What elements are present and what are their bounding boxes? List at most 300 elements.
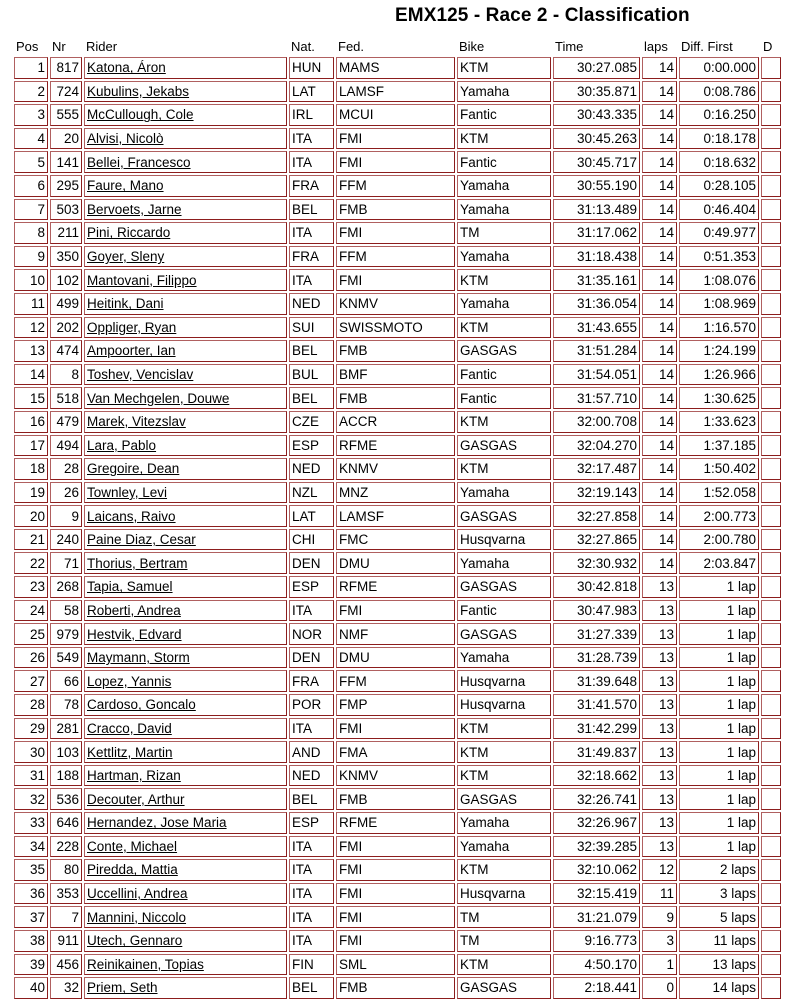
- cell-nat: LAT: [289, 81, 334, 103]
- cell-time: 30:55.190: [553, 175, 640, 197]
- cell-nat: NED: [289, 765, 334, 787]
- cell-laps: 14: [642, 151, 677, 173]
- cell-bike: TM: [457, 930, 551, 952]
- cell-diff-first: 0:28.105: [679, 175, 759, 197]
- cell-fed: FMI: [336, 151, 455, 173]
- cell-diff-first: 0:51.353: [679, 246, 759, 268]
- rider-link[interactable]: Pini, Riccardo: [87, 225, 171, 241]
- rider-link[interactable]: Cracco, David: [87, 720, 172, 736]
- cell-fed: FMB: [336, 977, 455, 999]
- cell-time: 32:27.865: [553, 529, 640, 551]
- rider-link[interactable]: Bervoets, Jarne: [87, 201, 182, 217]
- cell-pos: 31: [14, 765, 48, 787]
- rider-link[interactable]: Lara, Pablo: [87, 437, 157, 453]
- rider-link[interactable]: Oppliger, Ryan: [87, 319, 177, 335]
- cell-time: 31:17.062: [553, 222, 640, 244]
- cell-rider[interactable]: [84, 293, 287, 315]
- cell-nat: POR: [289, 694, 334, 716]
- cell-nr: 494: [50, 435, 82, 457]
- rider-link[interactable]: Kubulins, Jekabs: [87, 83, 190, 99]
- cell-fed: DMU: [336, 552, 455, 574]
- cell-d: [761, 364, 781, 386]
- cell-pos: 34: [14, 836, 48, 858]
- cell-d: [761, 151, 781, 173]
- cell-nr: 240: [50, 529, 82, 551]
- cell-rider[interactable]: [84, 246, 287, 268]
- table-row: [14, 317, 781, 339]
- cell-d: [761, 458, 781, 480]
- cell-fed: KNMV: [336, 293, 455, 315]
- cell-nr: 549: [50, 647, 82, 669]
- cell-fed: RFME: [336, 576, 455, 598]
- cell-diff-first: 2:03.847: [679, 552, 759, 574]
- table-row: [14, 954, 781, 976]
- rider-link[interactable]: Alvisi, Nicolò: [87, 131, 164, 147]
- cell-time: 30:43.335: [553, 104, 640, 126]
- rider-link[interactable]: Marek, Vitezslav: [87, 414, 186, 430]
- rider-link[interactable]: Townley, Levi: [87, 484, 168, 500]
- cell-nr: 295: [50, 175, 82, 197]
- cell-rider[interactable]: [84, 269, 287, 291]
- cell-rider[interactable]: [84, 175, 287, 197]
- table-row: [14, 812, 781, 834]
- table-row: [14, 57, 781, 79]
- cell-nat: ITA: [289, 859, 334, 881]
- cell-time: 30:35.871: [553, 81, 640, 103]
- cell-fed: MAMS: [336, 57, 455, 79]
- cell-bike: Fantic: [457, 104, 551, 126]
- cell-rider[interactable]: [84, 812, 287, 834]
- cell-pos: 13: [14, 340, 48, 362]
- cell-pos: 3: [14, 104, 48, 126]
- cell-d: [761, 812, 781, 834]
- cell-fed: KNMV: [336, 765, 455, 787]
- cell-nr: 188: [50, 765, 82, 787]
- cell-pos: 7: [14, 199, 48, 221]
- cell-time: 30:42.818: [553, 576, 640, 598]
- cell-d: [761, 694, 781, 716]
- table-row: [14, 364, 781, 386]
- cell-laps: 13: [642, 788, 677, 810]
- cell-rider[interactable]: [84, 387, 287, 409]
- cell-nr: 103: [50, 741, 82, 763]
- cell-pos: 27: [14, 670, 48, 692]
- cell-time: 32:27.858: [553, 505, 640, 527]
- cell-diff-first: 0:16.250: [679, 104, 759, 126]
- table-row: [14, 647, 781, 669]
- rider-link[interactable]: Thorius, Bertram: [87, 555, 188, 571]
- cell-time: 30:45.263: [553, 128, 640, 150]
- cell-laps: 14: [642, 175, 677, 197]
- cell-d: [761, 623, 781, 645]
- cell-laps: 13: [642, 812, 677, 834]
- cell-rider[interactable]: [84, 199, 287, 221]
- cell-fed: RFME: [336, 812, 455, 834]
- cell-pos: 32: [14, 788, 48, 810]
- cell-diff-first: 1:24.199: [679, 340, 759, 362]
- rider-link[interactable]: Faure, Mano: [87, 178, 164, 194]
- table-row: [14, 128, 781, 150]
- cell-pos: 30: [14, 741, 48, 763]
- cell-fed: FMB: [336, 340, 455, 362]
- cell-bike: Yamaha: [457, 552, 551, 574]
- table-row: [14, 340, 781, 362]
- cell-rider[interactable]: [84, 600, 287, 622]
- cell-laps: 13: [642, 623, 677, 645]
- cell-laps: 14: [642, 435, 677, 457]
- rider-link[interactable]: Katona, Áron: [87, 60, 166, 76]
- cell-nat: FRA: [289, 246, 334, 268]
- cell-bike: KTM: [457, 859, 551, 881]
- cell-d: [761, 883, 781, 905]
- cell-rider[interactable]: [84, 859, 287, 881]
- cell-rider[interactable]: [84, 836, 287, 858]
- cell-bike: GASGAS: [457, 977, 551, 999]
- cell-diff-first: 0:00.000: [679, 57, 759, 79]
- cell-rider[interactable]: [84, 458, 287, 480]
- rider-link[interactable]: Toshev, Vencislav: [87, 367, 194, 383]
- cell-diff-first: 1 lap: [679, 836, 759, 858]
- cell-diff-first: 1:37.185: [679, 435, 759, 457]
- cell-bike: GASGAS: [457, 435, 551, 457]
- column-header-nr: Nr: [52, 39, 66, 54]
- cell-bike: Husqvarna: [457, 529, 551, 551]
- cell-nr: 518: [50, 387, 82, 409]
- cell-pos: 29: [14, 718, 48, 740]
- cell-bike: Husqvarna: [457, 670, 551, 692]
- cell-d: [761, 977, 781, 999]
- cell-pos: 1: [14, 57, 48, 79]
- cell-bike: KTM: [457, 765, 551, 787]
- cell-nr: 503: [50, 199, 82, 221]
- table-row: [14, 930, 781, 952]
- cell-bike: Fantic: [457, 364, 551, 386]
- rider-link[interactable]: Mantovani, Filippo: [87, 272, 197, 288]
- rider-link[interactable]: Goyer, Sleny: [87, 249, 165, 265]
- table-row: [14, 199, 781, 221]
- rider-link[interactable]: Reinikainen, Topias: [87, 956, 204, 972]
- cell-time: 31:18.438: [553, 246, 640, 268]
- cell-rider[interactable]: [84, 788, 287, 810]
- cell-nr: 555: [50, 104, 82, 126]
- table-row: [14, 906, 781, 928]
- rider-link[interactable]: Decouter, Arthur: [87, 791, 185, 807]
- cell-rider[interactable]: [84, 552, 287, 574]
- cell-nr: 26: [50, 482, 82, 504]
- cell-diff-first: 14 laps: [679, 977, 759, 999]
- cell-rider[interactable]: [84, 977, 287, 999]
- cell-rider[interactable]: [84, 104, 287, 126]
- cell-rider[interactable]: [84, 364, 287, 386]
- cell-pos: 15: [14, 387, 48, 409]
- table-row: [14, 670, 781, 692]
- cell-bike: Husqvarna: [457, 694, 551, 716]
- cell-pos: 26: [14, 647, 48, 669]
- cell-nr: 474: [50, 340, 82, 362]
- cell-rider[interactable]: [84, 576, 287, 598]
- cell-diff-first: 2:00.773: [679, 505, 759, 527]
- cell-time: 31:39.648: [553, 670, 640, 692]
- cell-d: [761, 600, 781, 622]
- rider-link[interactable]: Roberti, Andrea: [87, 602, 181, 618]
- cell-time: 31:36.054: [553, 293, 640, 315]
- cell-laps: 14: [642, 246, 677, 268]
- rider-link[interactable]: Utech, Gennaro: [87, 933, 183, 949]
- cell-time: 32:04.270: [553, 435, 640, 457]
- cell-laps: 14: [642, 81, 677, 103]
- cell-laps: 14: [642, 552, 677, 574]
- page-title: EMX125 - Race 2 - Classification: [395, 5, 690, 26]
- cell-nat: ITA: [289, 269, 334, 291]
- cell-nr: 350: [50, 246, 82, 268]
- cell-pos: 5: [14, 151, 48, 173]
- cell-diff-first: 2:00.780: [679, 529, 759, 551]
- cell-diff-first: 2 laps: [679, 859, 759, 881]
- cell-laps: 14: [642, 317, 677, 339]
- cell-diff-first: 1 lap: [679, 741, 759, 763]
- cell-rider[interactable]: [84, 317, 287, 339]
- cell-pos: 20: [14, 505, 48, 527]
- rider-link[interactable]: Lopez, Yannis: [87, 673, 172, 689]
- cell-d: [761, 930, 781, 952]
- cell-rider[interactable]: [84, 529, 287, 551]
- cell-rider[interactable]: [84, 81, 287, 103]
- cell-laps: 14: [642, 482, 677, 504]
- cell-time: 32:15.419: [553, 883, 640, 905]
- cell-time: 31:35.161: [553, 269, 640, 291]
- rider-link[interactable]: Gregoire, Dean: [87, 461, 180, 477]
- rider-link[interactable]: Piredda, Mattia: [87, 862, 178, 878]
- cell-time: 4:50.170: [553, 954, 640, 976]
- cell-fed: DMU: [336, 647, 455, 669]
- rider-link[interactable]: Bellei, Francesco: [87, 154, 191, 170]
- cell-bike: Yamaha: [457, 81, 551, 103]
- cell-nr: 80: [50, 859, 82, 881]
- cell-laps: 14: [642, 364, 677, 386]
- cell-bike: KTM: [457, 718, 551, 740]
- cell-rider[interactable]: [84, 670, 287, 692]
- cell-nat: NZL: [289, 482, 334, 504]
- cell-bike: KTM: [457, 128, 551, 150]
- cell-fed: RFME: [336, 435, 455, 457]
- cell-time: 31:51.284: [553, 340, 640, 362]
- cell-bike: Yamaha: [457, 812, 551, 834]
- cell-nat: DEN: [289, 552, 334, 574]
- cell-d: [761, 340, 781, 362]
- cell-laps: 14: [642, 57, 677, 79]
- table-row: [14, 576, 781, 598]
- cell-bike: GASGAS: [457, 340, 551, 362]
- rider-link[interactable]: Hartman, Rizan: [87, 768, 181, 784]
- cell-d: [761, 741, 781, 763]
- cell-rider[interactable]: [84, 340, 287, 362]
- cell-pos: 39: [14, 954, 48, 976]
- cell-rider[interactable]: [84, 883, 287, 905]
- cell-pos: 28: [14, 694, 48, 716]
- cell-d: [761, 859, 781, 881]
- cell-time: 32:30.932: [553, 552, 640, 574]
- cell-d: [761, 222, 781, 244]
- cell-bike: Yamaha: [457, 836, 551, 858]
- cell-time: 31:41.570: [553, 694, 640, 716]
- cell-nr: 78: [50, 694, 82, 716]
- column-header-diff-first: Diff. First: [681, 39, 733, 54]
- rider-link[interactable]: Cardoso, Goncalo: [87, 697, 196, 713]
- cell-nat: ITA: [289, 930, 334, 952]
- cell-time: 31:28.739: [553, 647, 640, 669]
- table-row: [14, 694, 781, 716]
- cell-laps: 13: [642, 647, 677, 669]
- rider-link[interactable]: Mannini, Niccolo: [87, 909, 187, 925]
- rider-link[interactable]: Hestvik, Edvard: [87, 626, 182, 642]
- rider-link[interactable]: Paine Diaz, Cesar: [87, 532, 196, 548]
- cell-laps: 14: [642, 411, 677, 433]
- cell-pos: 38: [14, 930, 48, 952]
- cell-rider[interactable]: [84, 718, 287, 740]
- column-header-bike: Bike: [459, 39, 485, 54]
- cell-nr: 7: [50, 906, 82, 928]
- column-header-nat: Nat.: [291, 39, 315, 54]
- cell-rider[interactable]: [84, 411, 287, 433]
- cell-time: 32:19.143: [553, 482, 640, 504]
- table-row: [14, 104, 781, 126]
- column-header-laps: laps: [644, 39, 668, 54]
- cell-time: 31:42.299: [553, 718, 640, 740]
- cell-d: [761, 246, 781, 268]
- cell-rider[interactable]: [84, 694, 287, 716]
- cell-nr: 724: [50, 81, 82, 103]
- rider-link[interactable]: Priem, Seth: [87, 980, 158, 996]
- cell-nat: CZE: [289, 411, 334, 433]
- cell-bike: GASGAS: [457, 505, 551, 527]
- cell-nr: 228: [50, 836, 82, 858]
- cell-rider[interactable]: [84, 647, 287, 669]
- cell-diff-first: 0:46.404: [679, 199, 759, 221]
- classification-table: [12, 36, 783, 1001]
- cell-diff-first: 1 lap: [679, 694, 759, 716]
- cell-diff-first: 5 laps: [679, 906, 759, 928]
- cell-rider[interactable]: [84, 222, 287, 244]
- rider-link[interactable]: Uccellini, Andrea: [87, 886, 188, 902]
- cell-nr: 20: [50, 128, 82, 150]
- cell-nat: ESP: [289, 812, 334, 834]
- rider-link[interactable]: Kettlitz, Martin: [87, 744, 173, 760]
- cell-rider[interactable]: [84, 128, 287, 150]
- cell-rider[interactable]: [84, 482, 287, 504]
- cell-rider[interactable]: [84, 906, 287, 928]
- table-row: [14, 552, 781, 574]
- cell-rider[interactable]: [84, 435, 287, 457]
- table-row: [14, 836, 781, 858]
- cell-bike: GASGAS: [457, 788, 551, 810]
- rider-link[interactable]: Van Mechgelen, Douwe: [87, 390, 230, 406]
- rider-link[interactable]: Heitink, Dani: [87, 296, 164, 312]
- cell-rider[interactable]: [84, 765, 287, 787]
- cell-diff-first: 0:49.977: [679, 222, 759, 244]
- cell-laps: 14: [642, 505, 677, 527]
- cell-fed: SML: [336, 954, 455, 976]
- cell-nr: 499: [50, 293, 82, 315]
- cell-bike: Yamaha: [457, 647, 551, 669]
- cell-bike: KTM: [457, 458, 551, 480]
- cell-rider[interactable]: [84, 623, 287, 645]
- cell-diff-first: 1:08.076: [679, 269, 759, 291]
- cell-bike: KTM: [457, 954, 551, 976]
- cell-rider[interactable]: [84, 930, 287, 952]
- cell-fed: FMI: [336, 906, 455, 928]
- rider-link[interactable]: Maymann, Storm: [87, 650, 190, 666]
- table-row: [14, 623, 781, 645]
- cell-fed: FMI: [336, 930, 455, 952]
- cell-d: [761, 175, 781, 197]
- cell-nat: ITA: [289, 836, 334, 858]
- cell-d: [761, 293, 781, 315]
- cell-rider[interactable]: [84, 57, 287, 79]
- cell-time: 32:39.285: [553, 836, 640, 858]
- cell-rider[interactable]: [84, 741, 287, 763]
- cell-d: [761, 670, 781, 692]
- cell-nat: ITA: [289, 222, 334, 244]
- rider-link[interactable]: Ampoorter, Ian: [87, 343, 176, 359]
- cell-nat: ITA: [289, 906, 334, 928]
- table-row: [14, 765, 781, 787]
- rider-link[interactable]: Laicans, Raivo: [87, 508, 176, 524]
- rider-link[interactable]: Conte, Michael: [87, 838, 178, 854]
- cell-laps: 14: [642, 222, 677, 244]
- cell-rider[interactable]: [84, 151, 287, 173]
- cell-nat: BEL: [289, 788, 334, 810]
- cell-time: 31:54.051: [553, 364, 640, 386]
- cell-pos: 21: [14, 529, 48, 551]
- cell-laps: 14: [642, 458, 677, 480]
- cell-bike: KTM: [457, 57, 551, 79]
- cell-time: 30:45.717: [553, 151, 640, 173]
- cell-d: [761, 647, 781, 669]
- rider-link[interactable]: Hernandez, Jose Maria: [87, 815, 227, 831]
- cell-d: [761, 482, 781, 504]
- cell-diff-first: 1 lap: [679, 765, 759, 787]
- table-row: [14, 458, 781, 480]
- table-row: [14, 741, 781, 763]
- cell-nr: 71: [50, 552, 82, 574]
- cell-time: 32:10.062: [553, 859, 640, 881]
- cell-bike: Yamaha: [457, 199, 551, 221]
- cell-rider[interactable]: [84, 505, 287, 527]
- cell-diff-first: 1 lap: [679, 812, 759, 834]
- cell-rider[interactable]: [84, 954, 287, 976]
- cell-nr: 911: [50, 930, 82, 952]
- cell-d: [761, 387, 781, 409]
- cell-pos: 14: [14, 364, 48, 386]
- cell-pos: 16: [14, 411, 48, 433]
- cell-time: 30:27.085: [553, 57, 640, 79]
- cell-pos: 22: [14, 552, 48, 574]
- rider-link[interactable]: McCullough, Cole: [87, 107, 194, 123]
- cell-time: 9:16.773: [553, 930, 640, 952]
- cell-d: [761, 57, 781, 79]
- cell-laps: 14: [642, 269, 677, 291]
- cell-d: [761, 788, 781, 810]
- cell-nr: 8: [50, 364, 82, 386]
- cell-laps: 13: [642, 836, 677, 858]
- rider-link[interactable]: Tapia, Samuel: [87, 579, 173, 595]
- cell-fed: SWISSMOTO: [336, 317, 455, 339]
- cell-fed: FMI: [336, 128, 455, 150]
- column-header-fed: Fed.: [338, 39, 365, 54]
- cell-fed: NMF: [336, 623, 455, 645]
- cell-laps: 14: [642, 340, 677, 362]
- cell-bike: TM: [457, 222, 551, 244]
